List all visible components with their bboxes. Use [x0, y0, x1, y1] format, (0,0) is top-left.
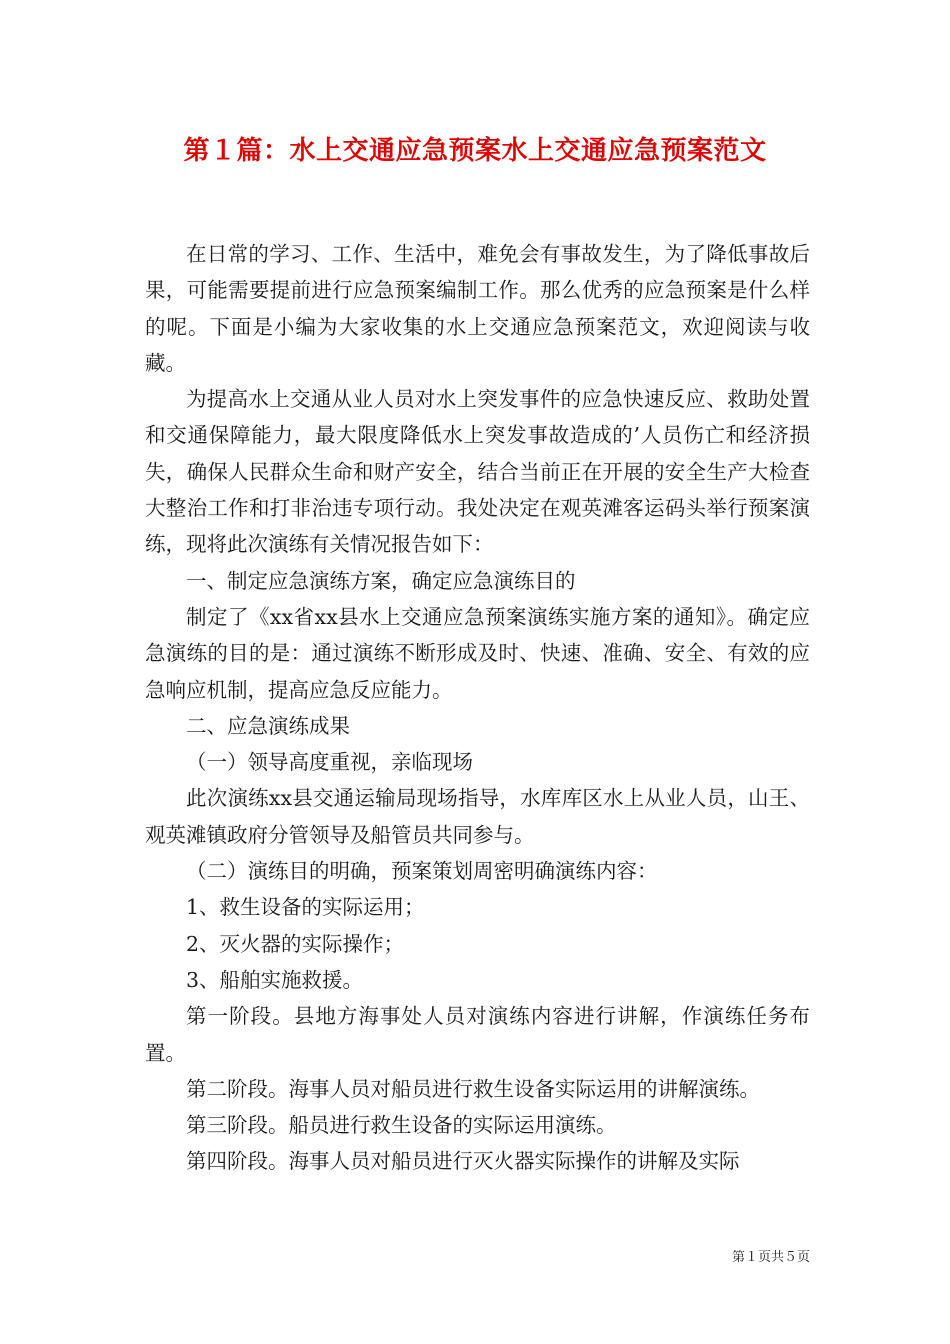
paragraph: 此次演练xx县交通运输局现场指导，水库库区水上从业人员，山王、观英滩镇政府分管领导及船管员共同参与。: [145, 786, 810, 847]
page-number: 第１页共５页: [731, 1250, 810, 1265]
section-heading: 一、制定应急演练方案，确定应急演练目的: [186, 568, 576, 593]
paragraph: 第四阶段。海事人员对船员进行灭火器实际操作的讲解及实际: [186, 1149, 740, 1174]
paragraph: 为提高水上交通从业人员对水上突发事件的应急快速反应、救助处置和交通保障能力，最大限度降低水上突发事故造成的’人员伤亡和经济损失，确保人民群众生命和财产安全，结合当前正在开展的安全生产大检查大整治工作和打非治违专项行动。我处决定在观英滩客运码头举行预案演练，现将此次演练有关情况报告如下：: [145, 387, 810, 557]
subsection-heading: （二）演练目的明确，预案策划周密明确演练内容：: [186, 859, 658, 884]
list-item: 3、船舶实施救援。: [186, 967, 364, 992]
paragraph: 第三阶段。船员进行救生设备的实际运用演练。: [186, 1113, 617, 1138]
list-item: 1、救生设备的实际运用；: [186, 895, 425, 920]
document-body: [145, 236, 810, 1180]
document-title: 第１篇：水上交通应急预案水上交通应急预案范文: [183, 136, 767, 166]
paragraph: 制定了《xx省xx县水上交通应急预案演练实施方案的通知》。确定应急演练的目的是：通过演练不断形成及时、快速、准确、安全、有效的应急响应机制，提高应急反应能力。: [145, 604, 810, 702]
paragraph: 第一阶段。县地方海事处人员对演练内容进行讲解，作演练任务布置。: [145, 1004, 810, 1065]
paragraph: 在日常的学习、工作、生活中，难免会有事故发生，为了降低事故后果，可能需要提前进行应急预案编制工作。那么优秀的应急预案是什么样的呢。下面是小编为大家收集的水上交通应急预案范文，欢迎阅读与收藏。: [145, 242, 810, 375]
paragraph: 第二阶段。海事人员对船员进行救生设备实际运用的讲解演练。: [186, 1076, 760, 1101]
subsection-heading: （一）领导高度重视，亲临现场: [186, 750, 473, 775]
list-item: 2、灭火器的实际操作；: [186, 931, 405, 956]
section-heading: 二、应急演练成果: [186, 713, 350, 738]
